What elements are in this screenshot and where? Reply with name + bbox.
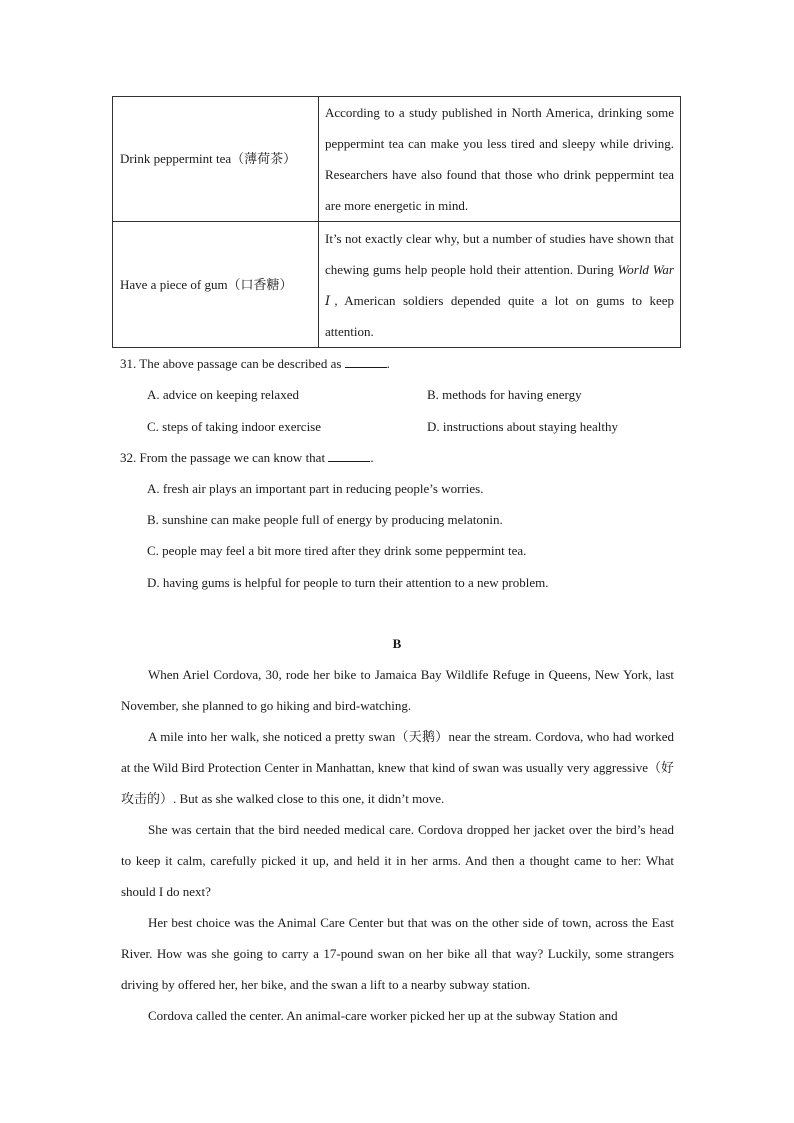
option-c: C. steps of taking indoor exercise xyxy=(147,419,322,434)
passage-paragraph: When Ariel Cordova, 30, rode her bike to Jamaica Bay Wildlife Refuge in Queens, New York, last November, she planned to go hiking and bird-watching. xyxy=(121,667,674,713)
option-c: C. people may feel a bit more tired after they drink some peppermint tea. xyxy=(147,543,527,558)
option-a: A. advice on keeping relaxed xyxy=(147,387,299,402)
table-row xyxy=(113,97,681,222)
description-cell xyxy=(319,222,681,348)
passage-paragraph: A mile into her walk, she noticed a pretty swan（天鹅）near the stream. Cordova, who had worked at the Wild Bird Protection Center in Manhattan, knew that kind of swan was usually very aggressive（好攻击的）. But as she walked close to this one, it didn’t move. xyxy=(121,729,674,806)
tip-cell: Drink peppermint tea（薄荷茶） xyxy=(113,97,319,222)
description-italic: World War Ⅰ xyxy=(325,261,674,308)
passage-paragraph: She was certain that the bird needed medical care. Cordova dropped her jacket over the bird’s head to keep it calm, carefully picked it up, and held it in her arms. And then a thought came to her: What should I do next? xyxy=(121,822,674,899)
description-text: , American soldiers depended quite a lot on gums to keep attention. xyxy=(325,292,674,339)
answer-blank xyxy=(345,356,387,368)
question-text: 32. From the passage we can know that xyxy=(120,450,329,465)
option-d: D. having gums is helpful for people to turn their attention to a new problem. xyxy=(147,575,549,590)
option-d: D. instructions about staying healthy xyxy=(427,419,619,434)
question-text: . xyxy=(370,450,374,465)
question-31-stem xyxy=(120,355,390,373)
question-text: 31. The above passage can be described as xyxy=(120,356,345,371)
passage-paragraph: Her best choice was the Animal Care Center but that was on the other side of town, across the East River. How was she going to carry a 17-pound swan on her bike all that way? Luckily, some strangers driving by offered her, her bike, and the swan a lift to a nearby subway station. xyxy=(121,915,674,992)
option-b: B. sunshine can make people full of energy by producing melatonin. xyxy=(147,512,503,527)
answer-blank xyxy=(328,450,370,462)
question-text: . xyxy=(386,356,390,371)
section-title: B xyxy=(392,636,402,651)
option-b: B. methods for having energy xyxy=(427,387,582,402)
question-32-stem xyxy=(120,449,374,467)
passage xyxy=(121,659,674,1031)
tip-cell: Have a piece of gum（口香糖） xyxy=(113,222,319,348)
option-a: A. fresh air plays an important part in reducing people’s worries. xyxy=(147,481,484,496)
description-text: It’s not exactly clear why, but a number of studies have shown that chewing gums help people hold their attention. During xyxy=(325,230,674,277)
passage-paragraph: Cordova called the center. An animal-care worker picked her up at the subway Station and xyxy=(148,1008,618,1023)
tips-table xyxy=(112,96,681,348)
description-cell: According to a study published in North America, drinking some peppermint tea can make you less tired and sleepy while driving. Researchers have also found that those who drink peppermint tea are more energetic in mind. xyxy=(319,97,681,222)
table-row xyxy=(113,222,681,348)
